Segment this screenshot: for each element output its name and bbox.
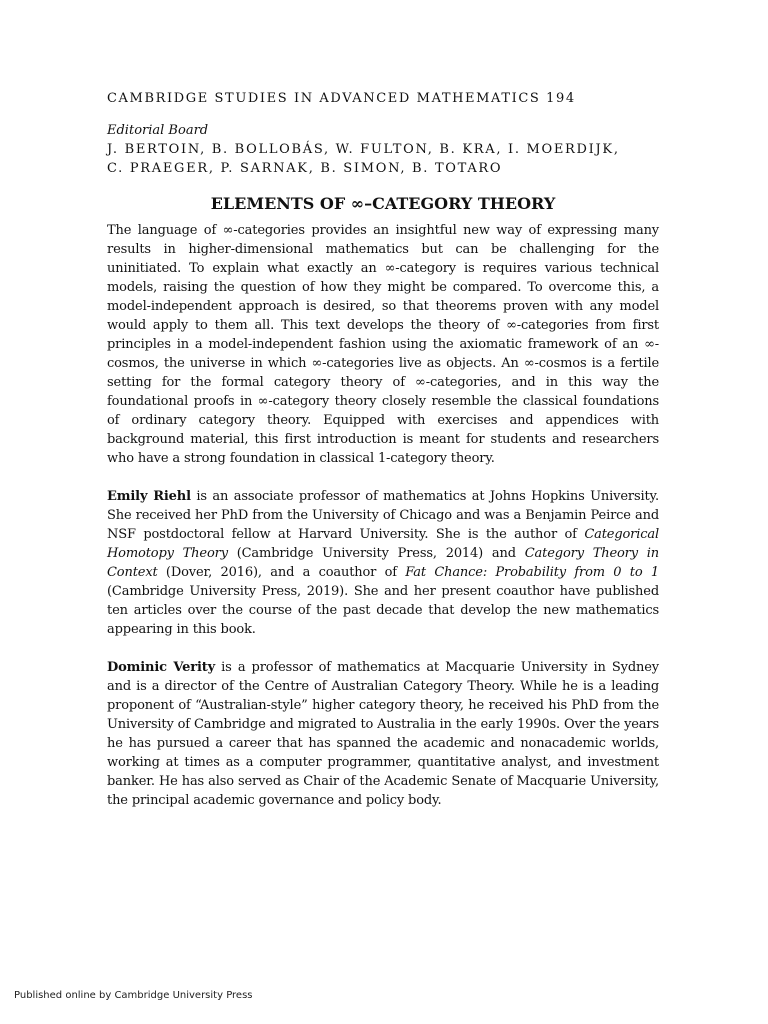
editorial-board-label: Editorial Board — [107, 123, 209, 138]
book-description: The language of ∞-categories provides an insightful new way of expressing many results in higher-dimensional mathematics but can be challenging for the uninitiated. To explain what exactly an ∞-category is requires various technical models, raising the question of how they might be compared. To overcome this, a model-independent approach is desired, so that theorems proven with any model would apply to them all. This text develops the theory of ∞-categories from first principles in a model-independent fashion using the axiomatic framework of an ∞-cosmos, the universe in which ∞-categories live as objects. An ∞-cosmos is a fertile setting for the formal category theory of ∞-categories, and in this way the foundational proofs in ∞-category theory closely resemble the classical foundations of ordinary category theory. Equipped with exercises and appendices with background material, this first introduction is meant for students and researchers who have a strong foundation in classical 1-category theory. — [107, 223, 659, 466]
bio-text: (Cambridge University Press, 2014) and — [227, 546, 525, 561]
author-bio-verity — [107, 658, 659, 810]
editorial-board-line-1: J. BERTOIN, B. BOLLOBÁS, W. FULTON, B. KRA, I. MOERDIJK, — [107, 142, 620, 157]
bio-text: (Cambridge University Press, 2019). She and her present coauthor have published ten articles over the course of the past decade that develop the new mathematics appearing in this book. — [107, 584, 659, 637]
book-reference: Fat Chance: Probability from 0 to 1 — [405, 565, 659, 580]
book-reference: Category Theory in Context — [107, 546, 659, 580]
bio-text: is an associate professor of mathematics at Johns Hopkins University. She received her PhD from the University of Chicago and was a Benjamin Peirce and NSF postdoctoral fellow at Harvard University. She is the author of — [107, 489, 659, 542]
book-title: ELEMENTS OF ∞–CATEGORY THEORY — [210, 194, 556, 213]
author-bio-riehl — [107, 487, 659, 639]
page-content — [107, 90, 659, 810]
publisher-footer: Published online by Cambridge University Press — [14, 990, 253, 1001]
author-name-riehl: Emily Riehl — [107, 489, 191, 504]
bio-text: (Dover, 2016), and a coauthor of — [157, 565, 406, 580]
series-title: CAMBRIDGE STUDIES IN ADVANCED MATHEMATICS 194 — [107, 91, 576, 106]
author-name-verity: Dominic Verity — [107, 660, 216, 675]
book-reference: Categorical Homotopy Theory — [107, 527, 659, 561]
bio-text: is a professor of mathematics at Macquarie University in Sydney and is a director of the Centre of Australian Category Theory. While he is a leading proponent of “Australian-style” higher category theory, he received his PhD from the University of Cambridge and migrated to Australia in the early 1990s. Over the years he has pursued a career that has spanned the academic and nonacademic worlds, working at times as a computer programmer, quantitative analyst, and investment banker. He has also served as Chair of the Academic Senate of Macquarie University, the principal academic governance and policy body. — [107, 660, 659, 808]
editorial-board-line-2: C. PRAEGER, P. SARNAK, B. SIMON, B. TOTARO — [107, 161, 503, 176]
